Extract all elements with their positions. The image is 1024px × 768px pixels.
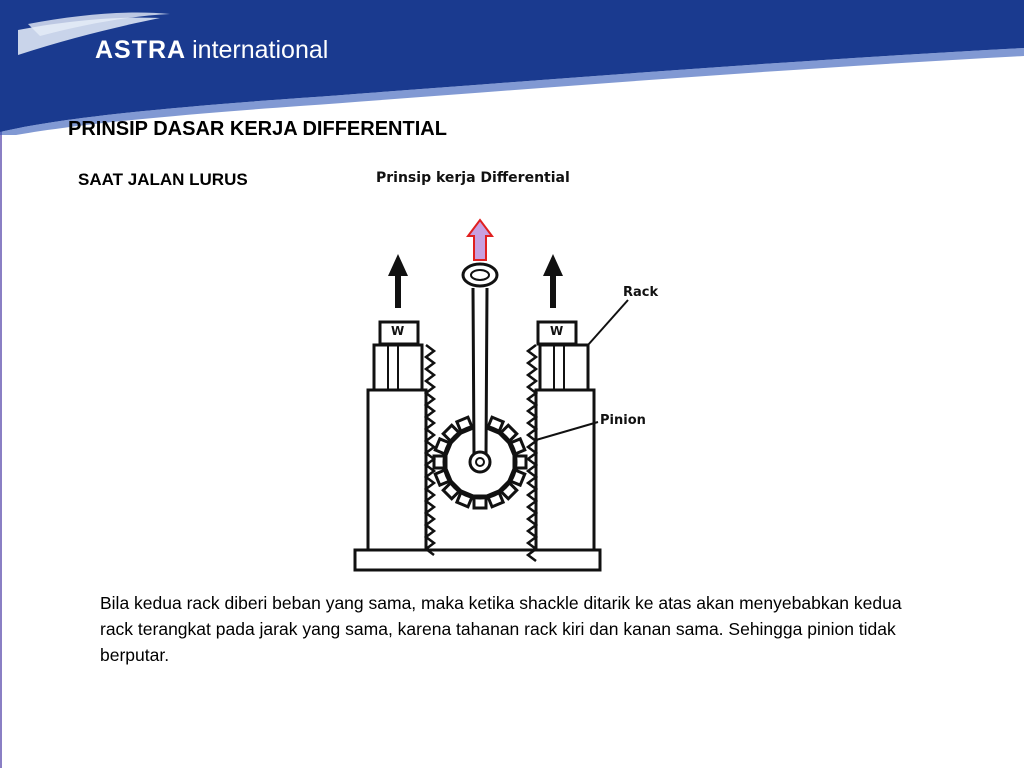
base-plate: [355, 550, 600, 570]
right-up-arrow-icon: [543, 254, 563, 308]
right-housing: [536, 390, 594, 550]
left-housing: [368, 390, 426, 550]
explanation-paragraph: Bila kedua rack diberi beban yang sama, maka ketika shackle ditarik ke atas akan menyebabkan kedua rack terangkat pada jarak yang sama, karena tahanan rack kiri dan kanan sama. Sehingga pinion tidak berputar.: [100, 593, 902, 665]
slide-title: PRINSIP DASAR KERJA DIFFERENTIAL: [68, 118, 447, 140]
rack-leader-line: [588, 300, 628, 345]
diagram-caption: Prinsip kerja Differential: [376, 170, 570, 186]
rack-label: Rack: [623, 285, 659, 300]
logo-bold-text: ASTRA: [95, 36, 187, 64]
shackle-arrow-icon: [468, 220, 492, 260]
left-up-arrow-icon: [388, 254, 408, 308]
weight-left-label: W: [391, 324, 405, 338]
pinion-leader-line: [536, 422, 598, 440]
pinion-label: Pinion: [600, 413, 646, 428]
left-border-line: [0, 120, 2, 768]
differential-diagram: [340, 160, 720, 580]
slide-subtitle: SAAT JALAN LURUS: [78, 170, 248, 189]
logo-light-text: international: [192, 36, 329, 64]
weight-right-label: W: [550, 324, 564, 338]
header-band: [0, 0, 1024, 135]
astra-logo: [95, 36, 328, 70]
differential-drawing: [340, 160, 720, 580]
